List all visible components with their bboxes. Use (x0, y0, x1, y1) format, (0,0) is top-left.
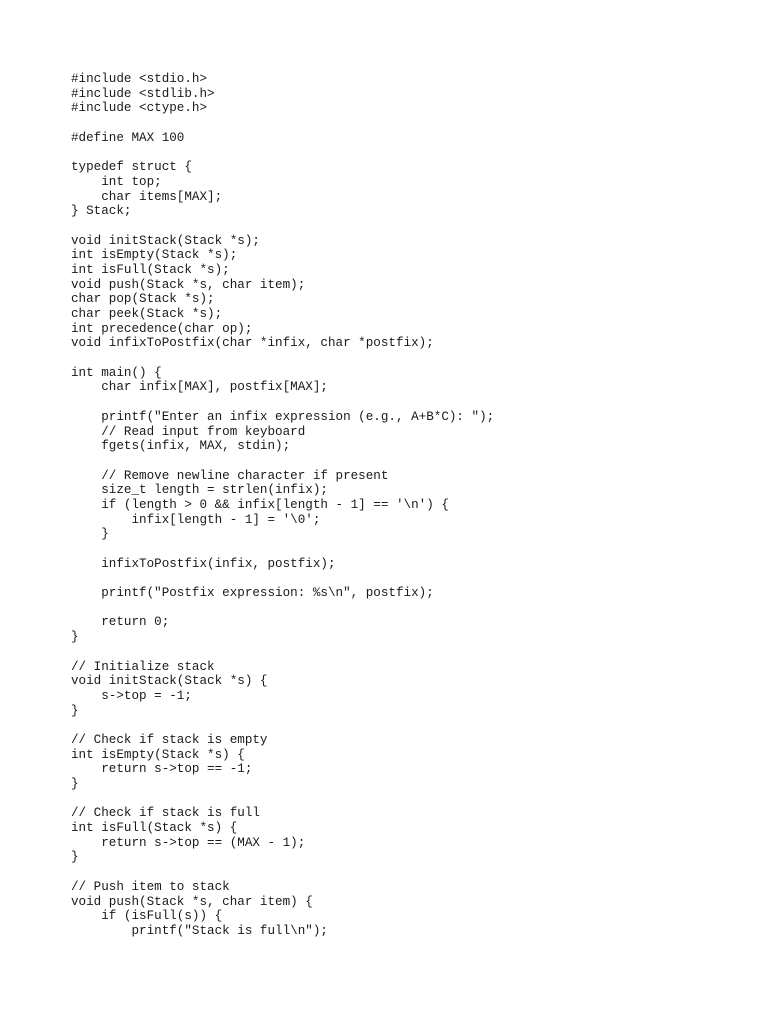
code-line: int main() { (71, 365, 162, 380)
code-line: // Check if stack is full (71, 806, 260, 821)
code-line: // Check if stack is empty (71, 732, 268, 747)
code-line: int isEmpty(Stack *s) { (71, 747, 245, 762)
code-line: fgets(infix, MAX, stdin); (71, 439, 291, 454)
code-line: char items[MAX]; (71, 189, 223, 204)
code-line (71, 145, 751, 160)
code-line: int isFull(Stack *s); (71, 262, 230, 277)
code-line: s->top = -1; (71, 688, 192, 703)
code-line: } (71, 777, 79, 791)
code-line: } (71, 527, 109, 542)
code-line: void infixToPostfix(char *infix, char *postfix); (71, 336, 434, 351)
code-line: if (length > 0 && infix[length - 1] == '\n') { (71, 497, 449, 512)
code-line: printf("Postfix expression: %s\n", postfix); (71, 586, 434, 601)
code-line: size_t length = strlen(infix); (71, 483, 328, 498)
code-line: void initStack(Stack *s) { (71, 674, 268, 689)
code-line (71, 351, 751, 366)
code-line: } (71, 703, 79, 718)
code-line: int top; (71, 174, 162, 189)
code-line (71, 601, 751, 616)
code-line: int precedence(char op); (71, 321, 253, 336)
code-line: char infix[MAX], postfix[MAX]; (71, 380, 328, 395)
code-line: #include <ctype.h> (71, 101, 208, 116)
code-line (71, 542, 751, 557)
code-line: typedef struct { (71, 160, 192, 175)
code-line (71, 219, 751, 234)
code-line: if (isFull(s)) { (71, 909, 223, 924)
code-line: char peek(Stack *s); (71, 307, 223, 321)
code-line: #include <stdlib.h> (71, 86, 215, 101)
code-line (71, 395, 751, 410)
code-line (71, 718, 751, 733)
code-line (71, 571, 751, 586)
code-line: int isFull(Stack *s) { (71, 821, 238, 836)
code-line: printf("Stack is full\n"); (71, 923, 328, 938)
code-line: return s->top == -1; (71, 762, 253, 777)
code-line: #include <stdio.h> (71, 72, 208, 86)
code-line: } Stack; (71, 204, 132, 219)
code-line: #define MAX 100 (71, 130, 185, 145)
code-line: void push(Stack *s, char item); (71, 277, 306, 292)
code-line: return s->top == (MAX - 1); (71, 835, 306, 850)
code-line (71, 454, 751, 469)
code-line: // Push item to stack (71, 879, 230, 894)
code-line: // Initialize stack (71, 659, 215, 674)
code-line (71, 792, 751, 807)
code-line: int isEmpty(Stack *s); (71, 248, 238, 263)
code-line: // Read input from keyboard (71, 424, 306, 439)
code-line: // Remove newline character if present (71, 468, 389, 483)
code-line (71, 116, 751, 131)
code-listing (71, 72, 751, 939)
code-line: infix[length - 1] = '\0'; (71, 512, 321, 527)
code-line: infixToPostfix(infix, postfix); (71, 556, 336, 571)
code-line: void initStack(Stack *s); (71, 233, 260, 248)
code-line: void push(Stack *s, char item) { (71, 894, 313, 909)
code-line (71, 865, 751, 880)
code-line (71, 645, 751, 660)
code-line: char pop(Stack *s); (71, 292, 215, 307)
code-line: } (71, 630, 79, 645)
code-line: return 0; (71, 615, 170, 630)
code-line: } (71, 850, 79, 865)
code-line: printf("Enter an infix expression (e.g., A+B*C): "); (71, 409, 495, 424)
